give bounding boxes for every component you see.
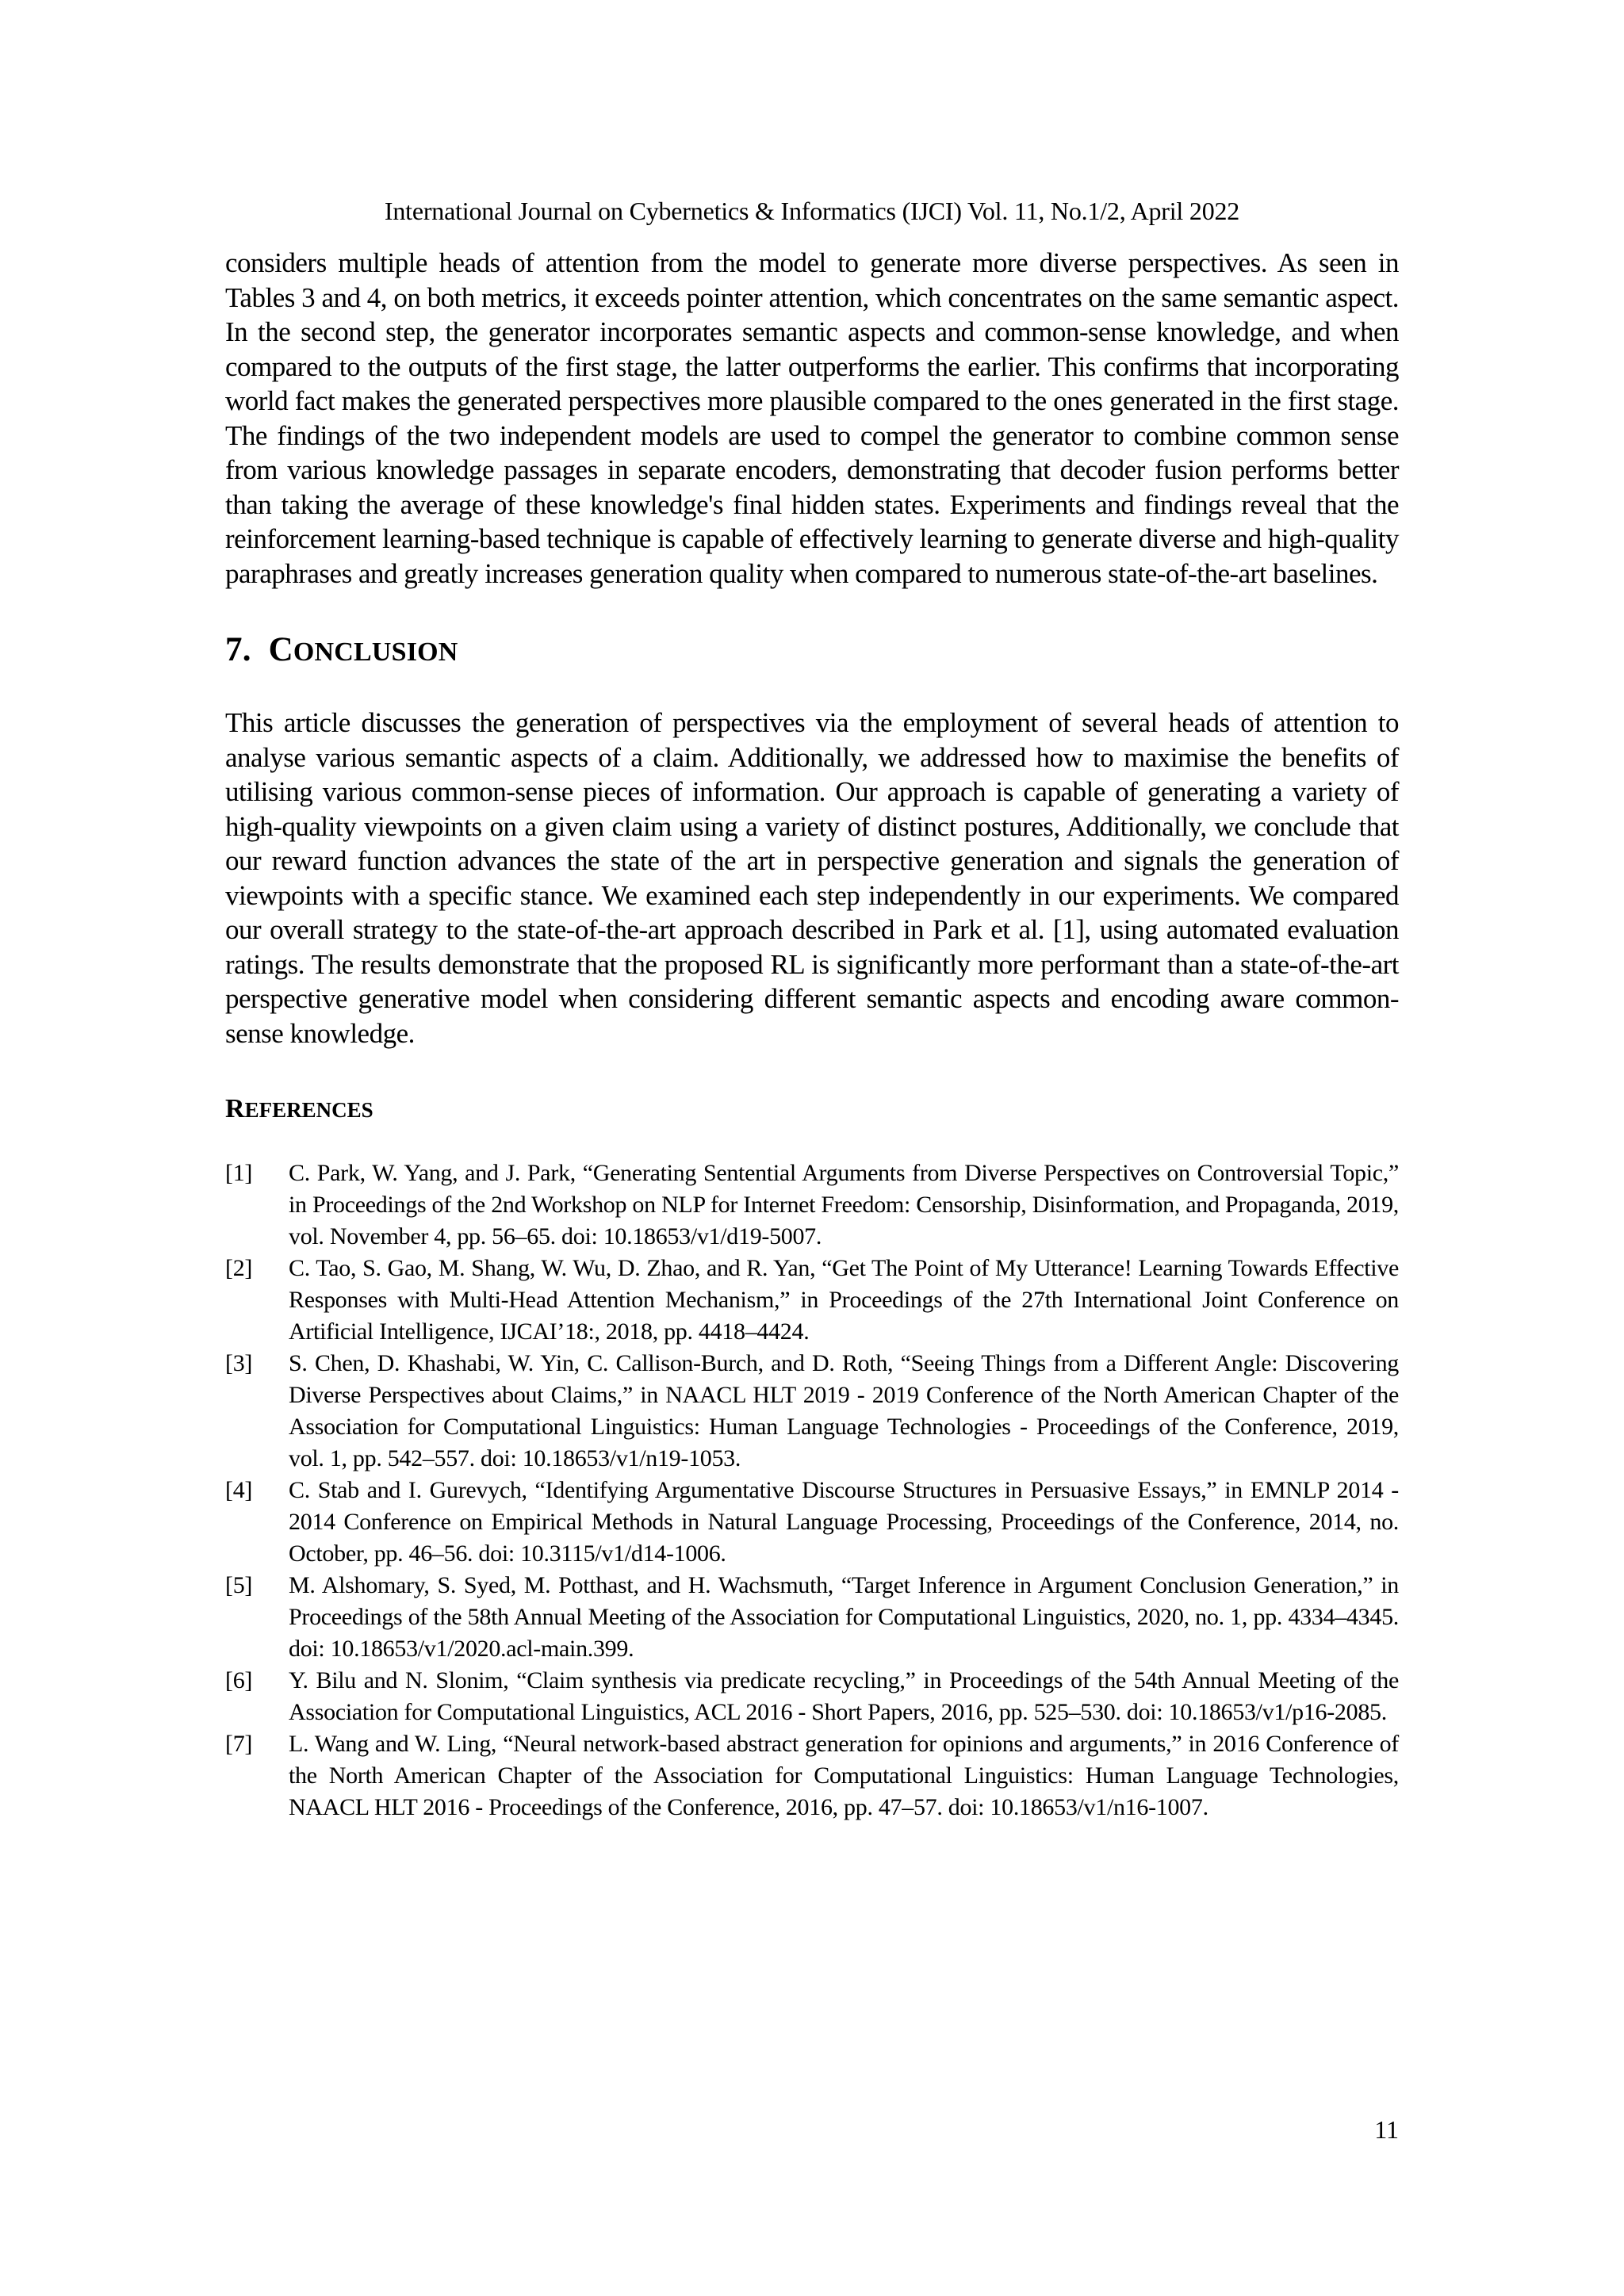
reference-label: [2] — [225, 1255, 253, 1281]
section-number: 7. — [225, 631, 251, 668]
continued-paragraph: considers multiple heads of attention from the model to generate more diverse perspectives. As seen in Tables 3 and 4, on both metrics, it exceeds pointer attention, which concentrates on the same semantic aspect. In the second step, the generator incorporates semantic aspects and common-sense knowledge, and when compared to the outputs of the first stage, the latter outperforms the earlier. This confirms that incorporating world fact makes the generated perspectives more plausible compared to the ones generated in the first stage. The findings of the two independent models are used to compel the generator to combine common sense from various knowledge passages in separate encoders, demonstrating that decoder fusion performs better than taking the average of these knowledge's final hidden states. Experiments and findings reveal that the reinforcement learning-based technique is capable of effectively learning to generate diverse and high-quality paraphrases and greatly increases generation quality when compared to numerous state-of-the-art baselines. — [225, 247, 1399, 589]
page-number: 11 — [1374, 2115, 1399, 2144]
reference-label: [5] — [225, 1572, 253, 1598]
reference-list — [225, 1158, 1399, 1823]
reference-text: Y. Bilu and N. Slonim, “Claim synthesis via predicate recycling,” in Proceedings of the 54th Annual Meeting of the Association for Computational Linguistics, ACL 2016 - Short Papers, 2016, pp. 525–530. doi: 10.18653/v1/p16-2085. — [289, 1667, 1399, 1725]
reference-label: [7] — [225, 1731, 253, 1757]
page-content — [225, 246, 1399, 1823]
reference-label: [1] — [225, 1160, 253, 1186]
running-header: International Journal on Cybernetics & Informatics (IJCI) Vol. 11, No.1/2, April 2022 — [384, 197, 1240, 225]
conclusion-heading — [225, 629, 1399, 674]
reference-label: [6] — [225, 1667, 253, 1693]
reference-item — [225, 1728, 1399, 1823]
conclusion-paragraph: This article discusses the generation of perspectives via the employment of several heads of attention to analyse various semantic aspects of a claim. Additionally, we addressed how to maximise the benefits of utilising various common-sense pieces of information. Our approach is capable of generating a variety of high-quality viewpoints on a given claim using a variety of distinct postures, Additionally, we conclude that our reward function advances the state of the art in perspective generation and signals the generation of viewpoints with a specific stance. We examined each step independently in our experiments. We compared our overall strategy to the state-of-the-art approach described in Park et al. [1], using automated evaluation ratings. The results demonstrate that the proposed RL is significantly more performant than a state-of-the-art perspective generative model when considering different semantic aspects and encoding aware common-sense knowledge. — [225, 707, 1399, 1049]
section-title-initial: C — [268, 631, 293, 668]
reference-text: M. Alshomary, S. Syed, M. Potthast, and H. Wachsmuth, “Target Inference in Argument Conclusion Generation,” in Proceedings of the 58th Annual Meeting of the Association for Computational Linguistics, 2020, no. 1, pp. 4334–4345. doi: 10.18653/v1/2020.acl-main.399. — [289, 1572, 1399, 1662]
references-title-rest: EFERENCES — [244, 1098, 373, 1122]
reference-item — [225, 1665, 1399, 1728]
section-title-rest: ONCLUSION — [293, 637, 458, 667]
references-title-initial: R — [225, 1094, 245, 1123]
reference-item — [225, 1253, 1399, 1348]
reference-text: L. Wang and W. Ling, “Neural network-based abstract generation for opinions and arguments,” in 2016 Conference of the North American Chapter of the Association for Computational Linguistics: Human Language Technologies, NAACL HLT 2016 - Proceedings of the Conference, 2016, pp. 47–57. doi: 10.18653/v1/n16-1007. — [289, 1731, 1399, 1820]
reference-label: [3] — [225, 1350, 253, 1376]
references-heading — [225, 1092, 1399, 1127]
reference-item — [225, 1158, 1399, 1253]
reference-text: C. Tao, S. Gao, M. Shang, W. Wu, D. Zhao, and R. Yan, “Get The Point of My Utterance! Learning Towards Effective Responses with Multi-Head Attention Mechanism,” in Proceedings of the 27th International Joint Conference on Artificial Intelligence, IJCAI’18:, 2018, pp. 4418–4424. — [289, 1255, 1399, 1345]
reference-text: S. Chen, D. Khashabi, W. Yin, C. Callison-Burch, and D. Roth, “Seeing Things from a Different Angle: Discovering Diverse Perspectives about Claims,” in NAACL HLT 2019 - 2019 Conference of the North American Chapter of the Association for Computational Linguistics: Human Language Technologies - Proceedings of the Conference, 2019, vol. 1, pp. 542–557. doi: 10.18653/v1/n19-1053. — [289, 1350, 1399, 1471]
reference-text: C. Park, W. Yang, and J. Park, “Generating Sentential Arguments from Diverse Perspectives on Controversial Topic,” in Proceedings of the 2nd Workshop on NLP for Internet Freedom: Censorship, Disinformation, and Propaganda, 2019, vol. November 4, pp. 56–65. doi: 10.18653/v1/d19-5007. — [289, 1160, 1399, 1249]
reference-text: C. Stab and I. Gurevych, “Identifying Argumentative Discourse Structures in Persuasive Essays,” in EMNLP 2014 - 2014 Conference on Empirical Methods in Natural Language Processing, Proceedings of the Conference, 2014, no. October, pp. 46–56. doi: 10.3115/v1/d14-1006. — [289, 1477, 1399, 1567]
reference-label: [4] — [225, 1477, 253, 1503]
reference-item — [225, 1570, 1399, 1665]
reference-item — [225, 1475, 1399, 1570]
reference-item — [225, 1348, 1399, 1475]
